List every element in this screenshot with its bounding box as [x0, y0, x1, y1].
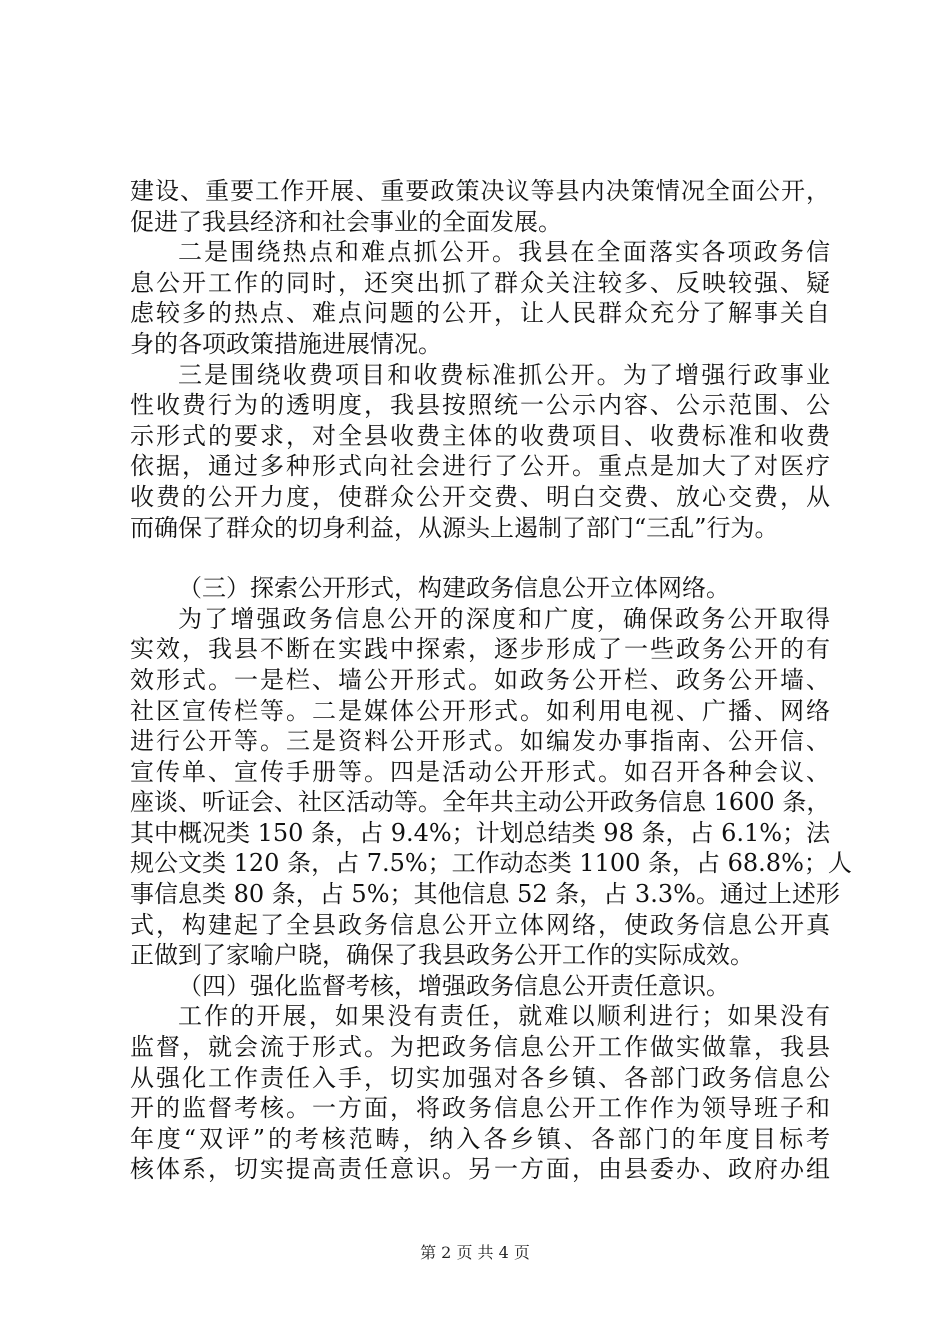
text-line: 建设、重要工作开展、重要政策决议等县内决策情况全面公开，: [130, 177, 830, 205]
text-line: 性收费行为的透明度，我县按照统一公示内容、公示范围、公: [130, 391, 830, 420]
text-line: 依据，通过多种形式向社会进行了公开。重点是加大了对医疗: [130, 452, 830, 481]
text-line: （三）探索公开形式，构建政务信息公开立体网络。: [178, 574, 730, 603]
text-line: （四）强化监督考核，增强政务信息公开责任意识。: [178, 971, 730, 1000]
text-line: 监督，就会流于形式。为把政务信息公开工作做实做靠，我县: [130, 1033, 830, 1062]
text-line: 而确保了群众的切身利益，从源头上遏制了部门“三乱”行为。: [130, 513, 779, 542]
paragraph: [130, 176, 830, 237]
text-line: 二是围绕热点和难点抓公开。我县在全面落实各项政务信: [178, 238, 830, 267]
text-line: 息公开工作的同时，还突出抓了群众关注较多、反映较强、疑: [130, 268, 830, 297]
text-line: 实效，我县不断在实践中探索，逐步形成了一些政务公开的有: [130, 635, 830, 664]
text-line: 社区宣传栏等。二是媒体公开形式。如利用电视、广播、网络: [130, 696, 830, 725]
text-line: 收费的公开力度，使群众公开交费、明白交费、放心交费，从: [130, 482, 830, 511]
text-line: 促进了我县经济和社会事业的全面发展。: [130, 207, 562, 236]
text-line: 规公文类 120 条，占 7.5%；工作动态类 1100 条，占 68.8%；人: [130, 849, 852, 878]
text-line: 为了增强政务信息公开的深度和广度，确保政务公开取得: [178, 604, 830, 633]
paragraph: [130, 604, 852, 971]
text-line: 虑较多的热点、难点问题的公开，让人民群众充分了解事关自: [130, 299, 830, 328]
text-line: 身的各项政策措施进展情况。: [130, 329, 442, 358]
page-footer: 第 2 页 共 4 页: [420, 1243, 530, 1262]
text-line: 核体系，切实提高责任意识。另一方面，由县委办、政府办组: [130, 1155, 830, 1184]
text-line: 进行公开等。三是资料公开形式。如编发办事指南、公开信、: [130, 727, 830, 756]
text-line: 年度“双评”的考核范畴，纳入各乡镇、各部门的年度目标考: [130, 1124, 830, 1153]
paragraph: [130, 971, 830, 1002]
text-line: 事信息类 80 条，占 5%；其他信息 52 条，占 3.3%。通过上述形: [130, 880, 840, 909]
text-line: 式，构建起了全县政务信息公开立体网络，使政务信息公开真: [130, 910, 830, 939]
text-line: 三是围绕收费项目和收费标准抓公开。为了增强行政事业: [178, 360, 830, 389]
text-line: 效形式。一是栏、墙公开形式。如政务公开栏、政务公开墙、: [130, 665, 830, 694]
text-line: 其中概况类 150 条，占 9.4%；计划总结类 98 条，占 6.1%；法: [130, 818, 831, 847]
text-line: 宣传单、宣传手册等。四是活动公开形式。如召开各种会议、: [130, 757, 830, 786]
paragraph: [130, 1001, 830, 1185]
document-body: [130, 176, 852, 1185]
text-line: 开的监督考核。一方面，将政务信息公开工作作为领导班子和: [130, 1094, 830, 1123]
paragraph: [130, 360, 830, 544]
paragraph: [130, 573, 830, 604]
paragraph: [130, 237, 830, 359]
text-line: 座谈、听证会、社区活动等。全年共主动公开政务信息 1600 条，: [130, 788, 831, 817]
text-line: 正做到了家喻户晓，确保了我县政务公开工作的实际成效。: [130, 941, 754, 970]
text-line: 示形式的要求，对全县收费主体的收费项目、收费标准和收费: [130, 421, 830, 450]
text-line: 从强化工作责任入手，切实加强对各乡镇、各部门政务信息公: [130, 1063, 830, 1092]
text-line: 工作的开展，如果没有责任，就难以顺利进行；如果没有: [178, 1002, 830, 1031]
